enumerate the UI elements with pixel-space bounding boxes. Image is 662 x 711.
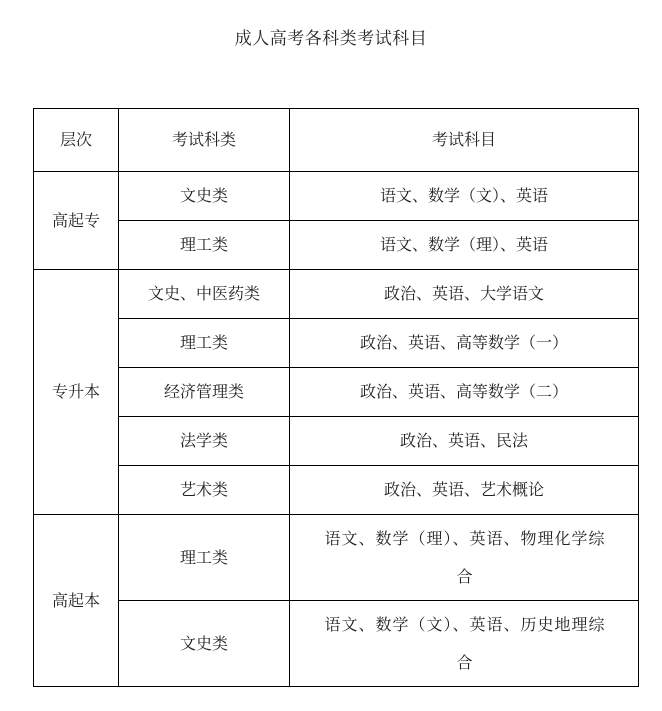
subjects-cell: 政治、英语、大学语文 [290, 270, 639, 319]
category-cell: 艺术类 [119, 466, 290, 515]
subjects-line: 合 [456, 566, 474, 586]
category-cell: 理工类 [119, 221, 290, 270]
subjects-cell: 政治、英语、高等数学（二） [290, 368, 639, 417]
category-cell: 法学类 [119, 417, 290, 466]
table-row [34, 319, 639, 368]
category-cell: 经济管理类 [119, 368, 290, 417]
subjects-cell: 政治、英语、艺术概论 [290, 466, 639, 515]
subjects-line: 合 [456, 652, 474, 672]
table-row [34, 515, 639, 601]
header-level: 层次 [34, 109, 119, 172]
level-cell-zhuanshengben: 专升本 [34, 270, 119, 515]
table-row [34, 270, 639, 319]
category-cell: 文史类 [119, 601, 290, 687]
table-row [34, 466, 639, 515]
header-subjects: 考试科目 [290, 109, 639, 172]
header-category: 考试科类 [119, 109, 290, 172]
level-cell-gaoqizhuan: 高起专 [34, 172, 119, 270]
subjects-cell [290, 601, 639, 687]
subjects-line: 语文、数学（理）、英语、物理化学综 [324, 528, 606, 548]
subjects-cell: 语文、数学（文）、英语 [290, 172, 639, 221]
table-row [34, 221, 639, 270]
table-row [34, 601, 639, 687]
subjects-line: 语文、数学（文）、英语、历史地理综 [324, 614, 606, 634]
subjects-cell: 政治、英语、高等数学（一） [290, 319, 639, 368]
table-header-row [34, 109, 639, 172]
page-title: 成人高考各科类考试科目 [234, 29, 428, 49]
exam-subjects-table [33, 108, 639, 687]
category-cell: 理工类 [119, 319, 290, 368]
subjects-cell [290, 515, 639, 601]
level-cell-gaoqiben: 高起本 [34, 515, 119, 687]
category-cell: 理工类 [119, 515, 290, 601]
table-row [34, 368, 639, 417]
subjects-cell: 政治、英语、民法 [290, 417, 639, 466]
subjects-cell: 语文、数学（理）、英语 [290, 221, 639, 270]
table-row [34, 172, 639, 221]
table-row [34, 417, 639, 466]
category-cell: 文史、中医药类 [119, 270, 290, 319]
category-cell: 文史类 [119, 172, 290, 221]
